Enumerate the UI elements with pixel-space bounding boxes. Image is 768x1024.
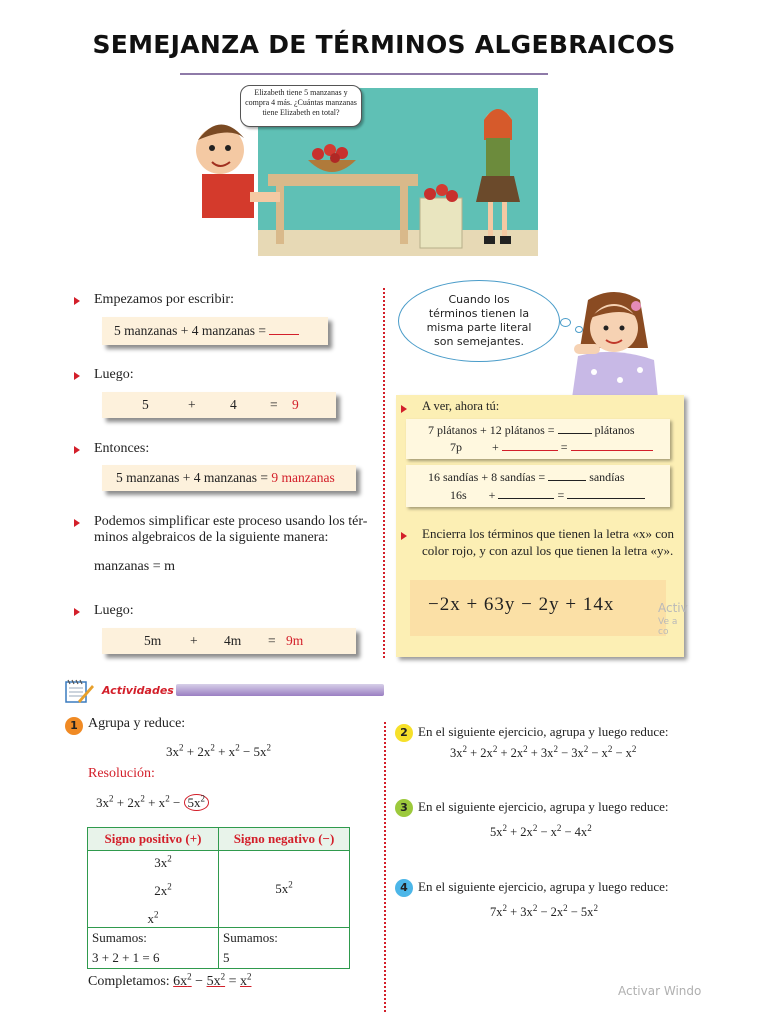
completamos-eq: = bbox=[228, 974, 237, 989]
exercise-number-badge: 2 bbox=[395, 724, 413, 742]
thinking-girl-icon bbox=[568, 288, 660, 398]
bullet-icon bbox=[74, 446, 80, 454]
completamos-result: $x^2$ bbox=[239, 971, 252, 989]
pos-terms-cell bbox=[88, 851, 219, 928]
sandias-line2-op: + bbox=[488, 488, 496, 502]
bullet-icon bbox=[401, 532, 407, 540]
neg-sum-label: Sumamos: bbox=[223, 930, 278, 945]
platanos-line1-b: plátanos bbox=[591, 423, 635, 437]
ex3-expression: $5x^2 + 2x^2 - x^2 - 4x^2$ bbox=[490, 822, 592, 839]
sandias-line1-a: 16 sandías + 8 sandías = bbox=[428, 470, 549, 484]
step3-label: Entonces: bbox=[94, 441, 150, 456]
pos-term: $3x^2$ bbox=[154, 853, 172, 870]
ex1-label: Agrupa y reduce: bbox=[88, 716, 186, 731]
pos-sum-value: 3 + 2 + 1 = 6 bbox=[92, 950, 160, 965]
step3-box bbox=[102, 465, 356, 491]
column-divider bbox=[383, 288, 385, 658]
step2-b: 4 bbox=[230, 397, 237, 412]
aver-text: A ver, ahora tú: bbox=[422, 399, 500, 413]
step2-label: Luego: bbox=[94, 367, 134, 382]
step2-op: + bbox=[188, 397, 196, 412]
neg-terms-cell: $5x^2$ bbox=[219, 851, 350, 928]
sandias-line1 bbox=[428, 470, 625, 485]
platanos-line2-op: + bbox=[492, 440, 499, 454]
step1-label: Empezamos por escribir: bbox=[94, 292, 234, 307]
answer-blank bbox=[558, 433, 592, 434]
bullet-icon bbox=[74, 519, 80, 527]
platanos-line1-a: 7 plátanos + 12 plátanos = bbox=[428, 423, 558, 437]
platanos-line2-eq: = bbox=[560, 440, 568, 454]
sandias-box bbox=[406, 465, 670, 507]
step3-result: 9 manzanas bbox=[271, 470, 335, 485]
pos-term: $x^2$ bbox=[147, 909, 159, 926]
pos-term: $2x^2$ bbox=[154, 881, 172, 898]
pos-sum-label: Sumamos: bbox=[92, 930, 147, 945]
pos-term-text: 2x bbox=[154, 883, 168, 898]
step2-box bbox=[102, 392, 336, 418]
sandias-line2-a: 16s bbox=[450, 488, 467, 502]
step5-op: + bbox=[190, 633, 198, 648]
step5-eq: = bbox=[268, 633, 276, 648]
exercise-number-badge: 4 bbox=[395, 879, 413, 897]
ex1-expression: $3x^2 + 2x^2 + x^2 - 5x^2$ bbox=[166, 742, 272, 759]
expression-box bbox=[410, 580, 666, 636]
encierra-text: Encierra los términos que tienen la letra «x» con color rojo, y con azul los que tienen la letra «y». bbox=[422, 526, 674, 558]
step2-result: 9 bbox=[292, 397, 299, 412]
step1-text: 5 manzanas + 4 manzanas = bbox=[114, 323, 270, 338]
step2-a: 5 bbox=[142, 397, 149, 412]
answer-blank bbox=[498, 498, 554, 499]
answer-blank bbox=[548, 480, 586, 481]
notebook-icon bbox=[64, 677, 94, 705]
page-title: SEMEJANZA DE TÉRMINOS ALGEBRAICOS bbox=[92, 30, 676, 59]
pos-term-text: 3x bbox=[154, 855, 168, 870]
ex2-label: En el siguiente ejercicio, agrupa y luego reduce: bbox=[418, 724, 669, 739]
ex4-label: En el siguiente ejercicio, agrupa y luego reduce: bbox=[418, 879, 669, 894]
circled-term: $5x^2$ bbox=[184, 794, 210, 811]
thought-text: Cuando los términos tienen la misma parte literal son semejantes. bbox=[426, 293, 532, 348]
activities-header-bar bbox=[176, 684, 384, 696]
pos-header: Signo positivo (+) bbox=[88, 828, 219, 851]
answer-blank bbox=[571, 450, 653, 451]
neg-header: Signo negativo (−) bbox=[219, 828, 350, 851]
activities-divider bbox=[384, 722, 386, 1012]
ex1-work-expression: $3x^2 + 2x^2 + x^2 - 5x^2$ bbox=[96, 795, 209, 811]
step2-eq: = bbox=[270, 397, 278, 412]
neg-sum-value: 5 bbox=[223, 950, 230, 965]
step4-label: Podemos simplificar este proceso usando los tér- minos algebraicos de la siguiente manera: bbox=[94, 514, 368, 545]
speech-bubble bbox=[240, 85, 362, 127]
answer-blank bbox=[269, 322, 299, 335]
sandias-line1-b: sandías bbox=[586, 470, 625, 484]
windows-watermark: Activar Windo bbox=[618, 984, 702, 998]
step5-a: 5m bbox=[144, 633, 162, 648]
bullet-icon bbox=[401, 405, 407, 413]
speech-text: Elizabeth tiene 5 manzanas y compra 4 más. ¿Cuántas manzanas tiene Elizabeth en total? bbox=[245, 88, 357, 117]
sandias-line2 bbox=[450, 488, 645, 503]
platanos-box bbox=[406, 419, 670, 459]
completamos-label: Completamos: bbox=[88, 974, 170, 989]
activation-watermark: Activ bbox=[658, 601, 688, 615]
aver-label bbox=[422, 399, 499, 414]
activities-header: Actividades bbox=[102, 684, 174, 697]
pos-sum-cell bbox=[88, 928, 219, 969]
answer-blank bbox=[502, 450, 558, 451]
girl-illustration bbox=[568, 288, 660, 398]
ex1-completamos: Completamos: $6x^2 - 5x^2 = x^2$ bbox=[88, 971, 252, 989]
step5-b: 4m bbox=[224, 633, 242, 648]
practice-panel bbox=[396, 395, 688, 657]
thought-bubble bbox=[398, 280, 560, 362]
step3-text: 5 manzanas + 4 manzanas = bbox=[116, 470, 272, 485]
bullet-icon bbox=[74, 297, 80, 305]
platanos-line2 bbox=[450, 440, 653, 455]
step5-result: 9m bbox=[286, 633, 304, 648]
activation-watermark-sub: Ve a co bbox=[658, 617, 678, 637]
step4-equation: manzanas = m bbox=[94, 559, 175, 574]
bullet-icon bbox=[74, 372, 80, 380]
answer-blank bbox=[567, 498, 645, 499]
sandias-line2-eq: = bbox=[557, 488, 565, 502]
ex4-expression: $7x^2 + 3x^2 - 2x^2 - 5x^2$ bbox=[490, 902, 598, 919]
activities-icon bbox=[64, 677, 94, 705]
platanos-line2-a: 7p bbox=[450, 440, 462, 454]
neg-sum-cell bbox=[219, 928, 350, 969]
step5-box bbox=[102, 628, 356, 654]
completamos-neg: $5x^2$ bbox=[206, 971, 226, 989]
platanos-line1 bbox=[428, 423, 635, 438]
title-divider bbox=[180, 73, 548, 75]
expression: −2x + 63y − 2y + 14x bbox=[428, 594, 615, 615]
completamos-answer: $6x^2$ bbox=[173, 971, 192, 989]
ex1-resolucion: Resolución: bbox=[88, 766, 155, 781]
step5-label: Luego: bbox=[94, 603, 134, 618]
neg-term-text: 5x bbox=[275, 881, 289, 896]
exercise-number-badge: 3 bbox=[395, 799, 413, 817]
sign-table bbox=[87, 827, 350, 969]
exercise-number-badge: 1 bbox=[65, 717, 83, 735]
ex3-label: En el siguiente ejercicio, agrupa y luego reduce: bbox=[418, 799, 669, 814]
bullet-icon bbox=[74, 608, 80, 616]
step1-box bbox=[102, 317, 328, 345]
pos-term-text: x bbox=[147, 911, 154, 926]
ex2-expression: $3x^2 + 2x^2 + 2x^2 + 3x^2 - 3x^2 - x^2 - x^2$ bbox=[450, 743, 637, 760]
